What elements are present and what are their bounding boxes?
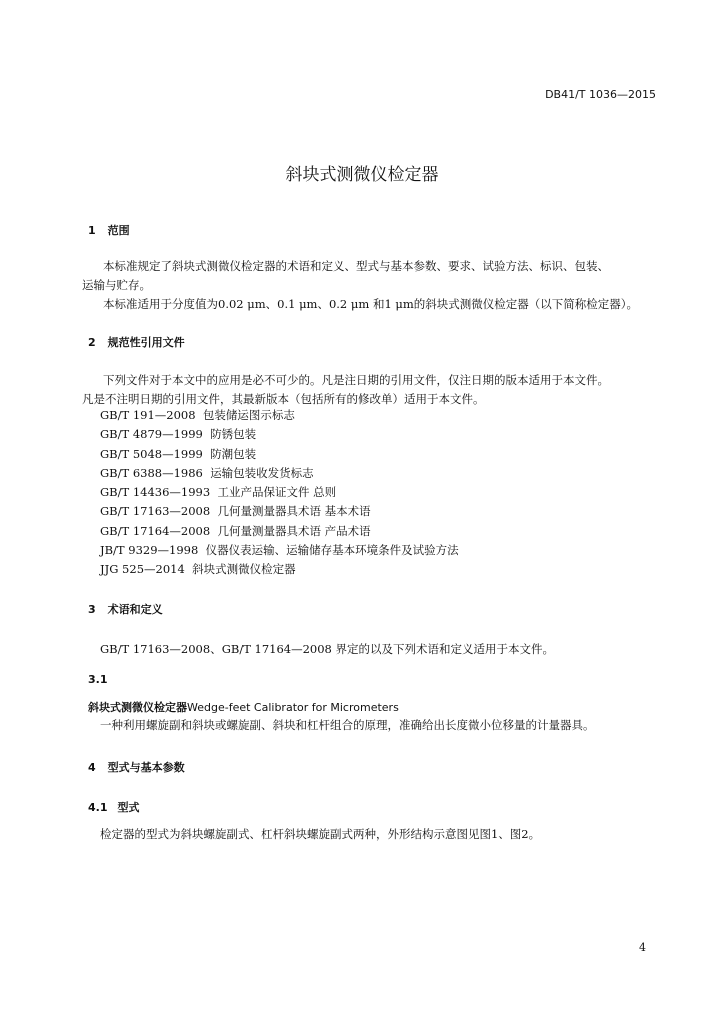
standard-code: DB41/T 1036—2015	[545, 88, 656, 101]
section-2-para-line-2: 凡是不注明日期的引用文件，其最新版本（包括所有的修改单）适用于本文件。	[82, 392, 485, 406]
section-1-title: 范围	[107, 224, 130, 237]
reference-item	[100, 561, 459, 580]
section-1-number: 1	[88, 224, 96, 237]
reference-code: GB/T 4879—1999	[100, 427, 203, 442]
term-definition: 一种利用螺旋副和斜块或螺旋副、斜块和杠杆组合的原理，准确给出长度微小位移量的计量器具。	[100, 718, 595, 732]
reference-title: 几何量测量器具术语 基本术语	[217, 504, 371, 519]
reference-item	[100, 542, 459, 561]
reference-title: 斜块式测微仪检定器	[192, 562, 296, 577]
reference-code: GB/T 17164—2008	[100, 523, 211, 538]
subsection-4-1-heading	[88, 799, 140, 815]
section-4-heading	[88, 759, 185, 775]
section-3-number: 3	[88, 603, 96, 616]
term-english: Wedge-feet Calibrator for Micrometers	[187, 701, 399, 714]
reference-code: GB/T 14436—1993	[100, 485, 211, 500]
section-1-para-2: 本标准适用于分度值为0.02 μm、0.1 μm、0.2 μm 和1 μm的斜块式测微仪检定器（以下简称检定器）。	[103, 297, 639, 311]
subsection-3-1-number: 3.1	[88, 673, 108, 686]
section-1-para-1-line-2: 运输与贮存。	[82, 278, 151, 292]
section-2-title: 规范性引用文件	[107, 336, 185, 349]
section-4-number: 4	[88, 761, 96, 774]
reference-item	[100, 446, 459, 465]
section-2-number: 2	[88, 336, 96, 349]
reference-item	[100, 484, 459, 503]
reference-item	[100, 503, 459, 522]
reference-title: 仪器仪表运输、运输储存基本环境条件及试验方法	[205, 543, 459, 558]
reference-code: GB/T 17163—2008	[100, 504, 211, 519]
subsection-4-1-number: 4.1	[88, 801, 108, 814]
section-2-heading	[88, 334, 185, 350]
reference-title: 几何量测量器具术语 产品术语	[217, 523, 371, 538]
section-3-heading	[88, 601, 163, 617]
section-1-heading	[88, 222, 130, 238]
reference-code: GB/T 191—2008	[100, 408, 196, 422]
reference-title: 运输包装收发货标志	[210, 465, 314, 480]
reference-title: 工业产品保证文件 总则	[217, 485, 337, 500]
term-entry	[88, 698, 399, 717]
reference-title: 包装储运图示标志	[202, 408, 295, 422]
reference-item	[100, 426, 459, 445]
section-3-para: GB/T 17163—2008、GB/T 17164—2008 界定的以及下列术语和定义适用于本文件。	[100, 642, 555, 656]
reference-code: GB/T 5048—1999	[100, 446, 203, 461]
reference-title: 防潮包装	[210, 446, 257, 461]
reference-item	[100, 465, 459, 484]
page-number: 4	[639, 941, 646, 954]
normative-references-list	[100, 407, 459, 581]
section-4-title: 型式与基本参数	[107, 761, 185, 774]
reference-code: GB/T 6388—1986	[100, 465, 203, 480]
section-3-title: 术语和定义	[107, 603, 163, 616]
subsection-4-1-title: 型式	[117, 801, 140, 814]
reference-title: 防锈包装	[210, 427, 257, 442]
section-1-para-1-line-1: 本标准规定了斜块式测微仪检定器的术语和定义、型式与基本参数、要求、试验方法、标识、包装、	[103, 259, 609, 273]
reference-item	[100, 407, 459, 426]
section-4-para: 检定器的型式为斜块螺旋副式、杠杆斜块螺旋副式两种，外形结构示意图见图1、图2。	[100, 827, 541, 841]
reference-code: JB/T 9329—1998	[100, 543, 199, 558]
reference-item	[100, 523, 459, 542]
reference-code: JJG 525—2014	[100, 562, 185, 577]
term-chinese: 斜块式测微仪检定器	[88, 701, 187, 714]
document-title: 斜块式测微仪检定器	[285, 165, 439, 185]
section-2-para-line-1: 下列文件对于本文中的应用是必不可少的。凡是注日期的引用文件，仅注日期的版本适用于本文件。	[103, 373, 609, 387]
